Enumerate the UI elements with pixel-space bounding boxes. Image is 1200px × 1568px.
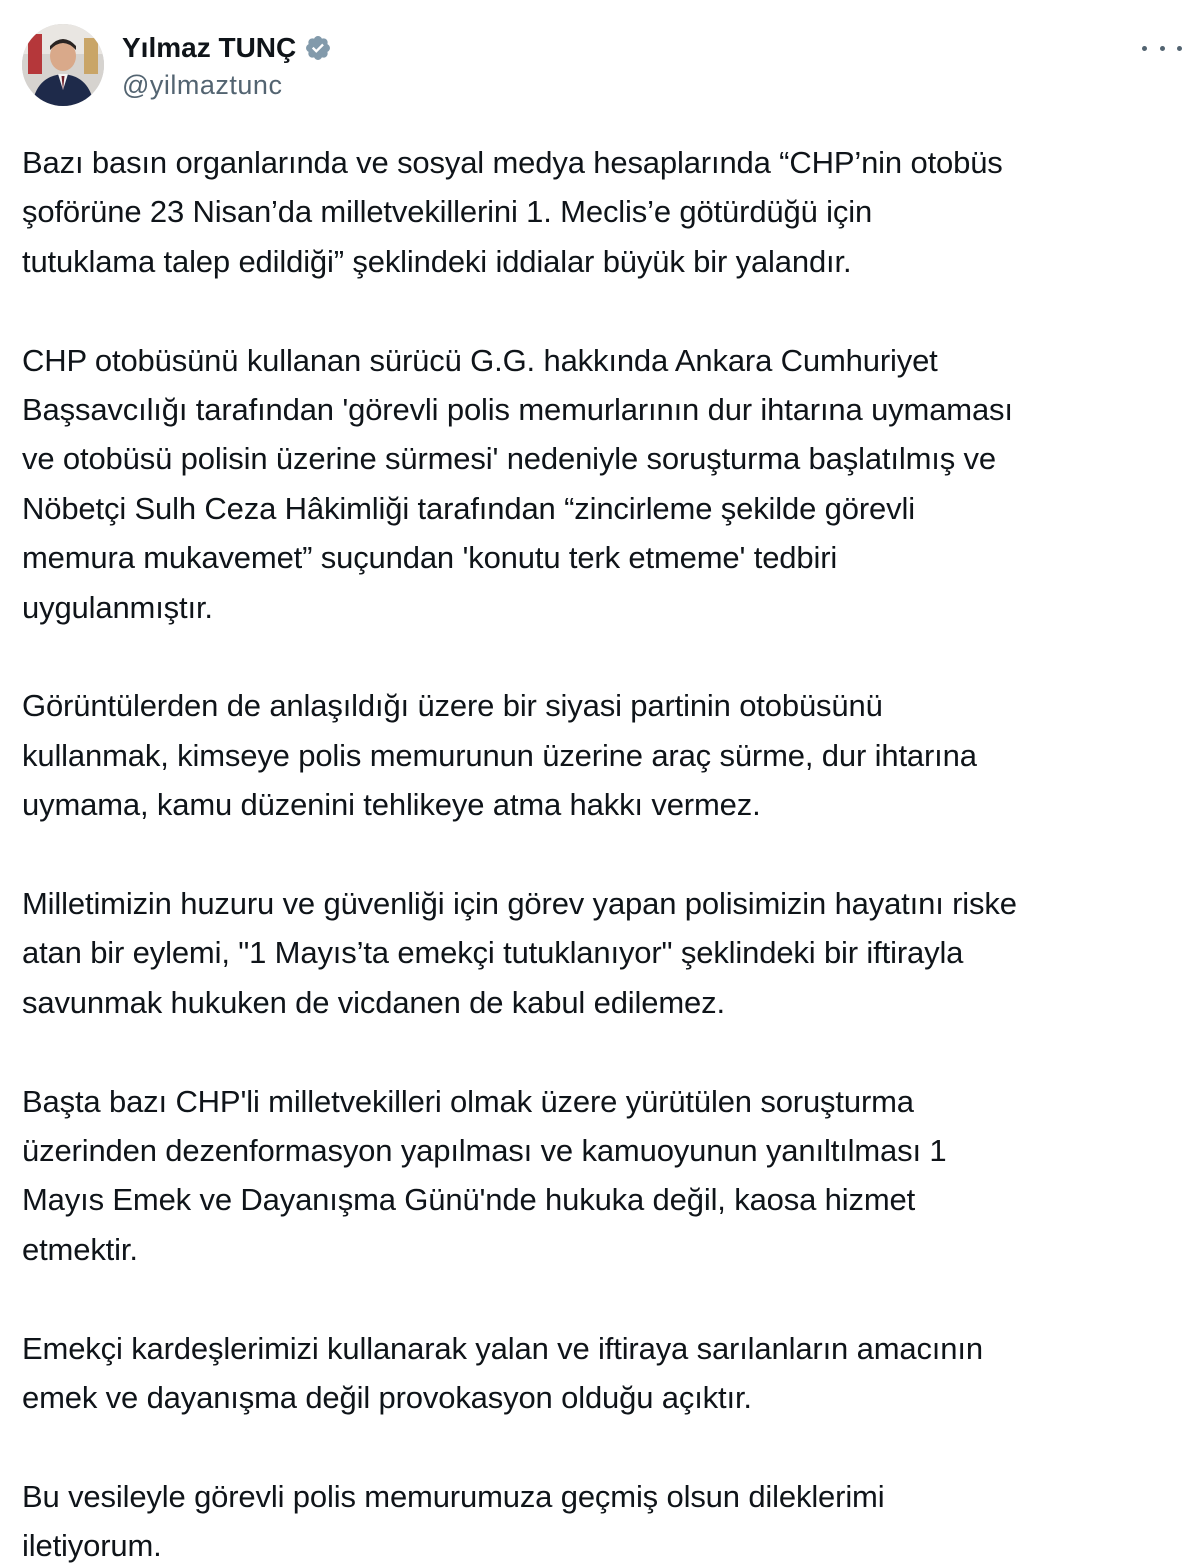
tweet-text-line: şoförüne 23 Nisan’da milletvekillerini 1. Meclis’e götürdüğü için xyxy=(22,194,873,230)
more-dot xyxy=(1142,46,1147,51)
author-name-row xyxy=(122,28,332,68)
tweet-text-line: Emekçi kardeşlerimizi kullanarak yalan ve iftiraya sarılanların amacının xyxy=(22,1330,983,1366)
author-avatar[interactable] xyxy=(22,24,104,106)
tweet-text-line: memura mukavemet” suçundan 'konutu terk etmeme' tedbiri xyxy=(22,540,838,576)
tweet-text-line: ve otobüsü polisin üzerine sürmesi' nedeniyle soruşturma başlatılmış ve xyxy=(22,441,996,477)
tweet-text-line: tutuklama talep edildiği” şeklindeki iddialar büyük bir yalandır. xyxy=(22,243,852,279)
tweet-text-line: Bu vesileyle görevli polis memurumuza geçmiş olsun dileklerimi xyxy=(22,1478,885,1514)
tweet-text-line: Başsavcılığı tarafından 'görevli polis memurlarının dur ihtarına uymaması xyxy=(22,392,1013,428)
tweet-paragraph xyxy=(22,1324,1192,1423)
more-dot xyxy=(1160,46,1165,51)
tweet-text-line: etmektir. xyxy=(22,1231,138,1267)
tweet-text-line: kullanmak, kimseye polis memurunun üzerine araç sürme, dur ihtarına xyxy=(22,737,977,773)
tweet-text-line: Başta bazı CHP'li milletvekilleri olmak üzere yürütülen soruşturma xyxy=(22,1083,914,1119)
tweet-paragraph xyxy=(22,138,1192,286)
author-info xyxy=(122,28,332,101)
author-handle[interactable]: @yilmaztunc xyxy=(122,70,283,100)
verified-badge-icon[interactable] xyxy=(304,34,332,62)
tweet-paragraph xyxy=(22,1077,1192,1275)
tweet-text-line: emek ve dayanışma değil provokasyon olduğu açıktır. xyxy=(22,1380,752,1416)
more-dot xyxy=(1177,46,1182,51)
author-display-name[interactable]: Yılmaz TUNÇ xyxy=(122,32,297,63)
tweet-text-line: Bazı basın organlarında ve sosyal medya hesaplarında “CHP’nin otobüs xyxy=(22,145,1003,180)
tweet-paragraph xyxy=(22,336,1192,632)
tweet-text-line: Nöbetçi Sulh Ceza Hâkimliği tarafından “zincirleme şekilde görevli xyxy=(22,490,915,526)
tweet-paragraph xyxy=(22,1472,1192,1568)
tweet-text-line: üzerinden dezenformasyon yapılması ve kamuoyunun yanıltılması 1 xyxy=(22,1133,947,1169)
tweet-text-line: CHP otobüsünü kullanan sürücü G.G. hakkında Ankara Cumhuriyet xyxy=(22,342,938,378)
tweet-text-line: uygulanmıştır. xyxy=(22,589,213,625)
tweet-paragraph xyxy=(22,681,1192,829)
tweet-text xyxy=(22,138,1192,1568)
tweet-text-line: savunmak hukuken de vicdanen de kabul edilemez. xyxy=(22,984,725,1020)
tweet-header xyxy=(22,24,1182,114)
more-options-icon[interactable] xyxy=(1142,38,1182,58)
tweet-paragraph xyxy=(22,879,1192,1027)
tweet-text-line: uymama, kamu düzenini tehlikeye atma hakkı vermez. xyxy=(22,787,761,823)
tweet-text-line: Milletimizin huzuru ve güvenliği için görev yapan polisimizin hayatını riske xyxy=(22,886,1017,922)
tweet-text-line: atan bir eylemi, "1 Mayıs’ta emekçi tutuklanıyor" şeklindeki bir iftirayla xyxy=(22,935,964,971)
tweet-text-line: Görüntülerden de anlaşıldığı üzere bir siyasi partinin otobüsünü xyxy=(22,688,883,724)
tweet-text-line: Mayıs Emek ve Dayanışma Günü'nde hukuka değil, kaosa hizmet xyxy=(22,1182,916,1218)
avatar-photo-icon xyxy=(22,24,104,106)
tweet-text-line: iletiyorum. xyxy=(22,1528,162,1564)
